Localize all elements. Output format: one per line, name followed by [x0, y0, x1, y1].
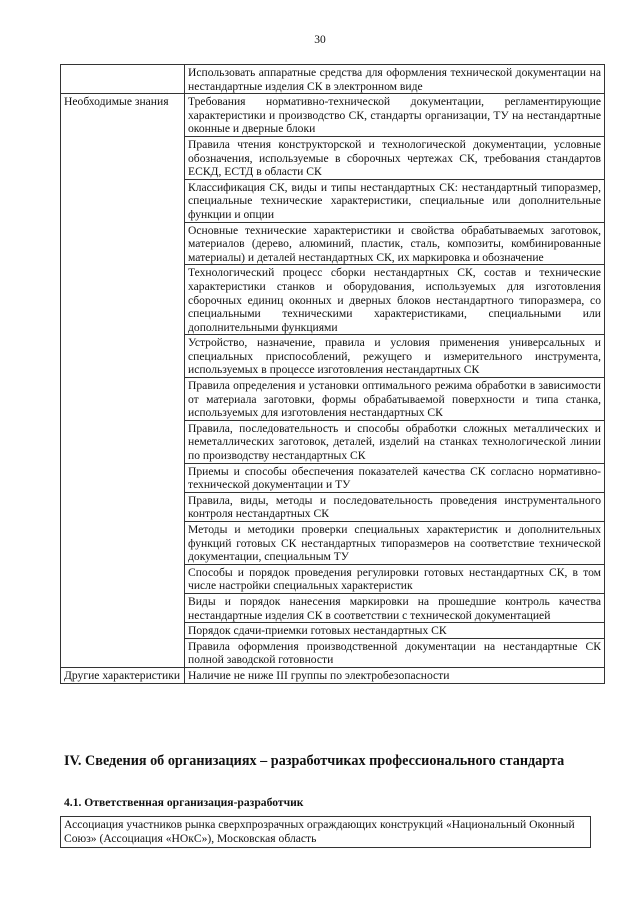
row-text: Правила определения и установки оптимального режима обработки в зависимости от материала заготовки, формы обрабатываемой поверхности и типа станка, используемых для изготовления нестандартных СК	[185, 378, 605, 421]
table-row	[61, 65, 605, 94]
row-label-other-characteristics: Другие характеристики	[61, 667, 185, 683]
row-label	[61, 65, 185, 94]
row-text: Методы и методики проверки специальных характеристик и дополнительных функций готовых СК нестандартных типоразмеров на соответствие технической документации, специальным ТУ	[185, 522, 605, 565]
row-text: Наличие не ниже III группы по электробезопасности	[185, 667, 605, 683]
requirements-table	[60, 64, 605, 684]
section-heading: IV. Сведения об организациях – разработчиках профессионального стандарта	[64, 753, 565, 769]
row-text: Использовать аппаратные средства для оформления технической документации на нестандартные изделия СК в электронном виде	[185, 65, 605, 94]
organization-box: Ассоциация участников рынка сверхпрозрачных ограждающих конструкций «Национальный Оконный Союз» (Ассоциация «НОкС»), Московская область	[60, 816, 591, 848]
row-text: Способы и порядок проведения регулировки готовых нестандартных СК, в том числе настройки специальных характеристик	[185, 564, 605, 593]
row-text: Правила чтения конструкторской и технологической документации, условные обозначения, используемые в сборочных чертежах СК, требования стандартов ЕСКД, ЕСТД в области СК	[185, 136, 605, 179]
subsection-heading: 4.1. Ответственная организация-разработчик	[64, 796, 304, 809]
table-row	[61, 94, 605, 137]
row-text: Устройство, назначение, правила и условия применения универсальных и специальных приспособлений, режущего и измерительного инструмента, используемых в процессе изготовления нестандартных СК	[185, 335, 605, 378]
row-text: Порядок сдачи-приемки готовых нестандартных СК	[185, 623, 605, 639]
row-text: Основные технические характеристики и свойства обрабатываемых заготовок, материалов (дерево, алюминий, пластик, сталь, композиты, комбинированные материалы) и деталей нестандартных СК, их маркировка и обозначение	[185, 222, 605, 265]
table-row	[61, 667, 605, 683]
row-text: Правила, виды, методы и последовательность проведения инструментального контроля нестандартных СК	[185, 492, 605, 521]
row-text: Правила оформления производственной документации на нестандартные СК полной заводской готовности	[185, 638, 605, 667]
row-label-required-knowledge: Необходимые знания	[61, 94, 185, 668]
row-text: Технологический процесс сборки нестандартных СК, состав и технические характеристики станков и оборудования, используемых для изготовления сборочных единиц оконных и дверных блоков нестандартного типоразмера, со специальными техническими характеристиками, специальными или дополнительными функциями	[185, 265, 605, 335]
row-text: Классификация СК, виды и типы нестандартных СК: нестандартный типоразмер, специальные технические характеристики, специальные или дополнительные функции и опции	[185, 179, 605, 222]
page-number: 30	[314, 34, 326, 46]
row-text: Правила, последовательность и способы обработки сложных металлических и неметаллических заготовок, деталей, изделий на станках технологической линии по производству нестандартных СК	[185, 420, 605, 463]
row-text: Виды и порядок нанесения маркировки на прошедшие контроль качества нестандартные изделия СК в соответствии с технической документацией	[185, 593, 605, 622]
row-text: Приемы и способы обеспечения показателей качества СК согласно нормативно-технической документации и ТУ	[185, 463, 605, 492]
row-text: Требования нормативно-технической документации, регламентирующие характеристики и производство СК, стандарты организации, ТУ на нестандартные оконные и дверные блоки	[185, 94, 605, 137]
